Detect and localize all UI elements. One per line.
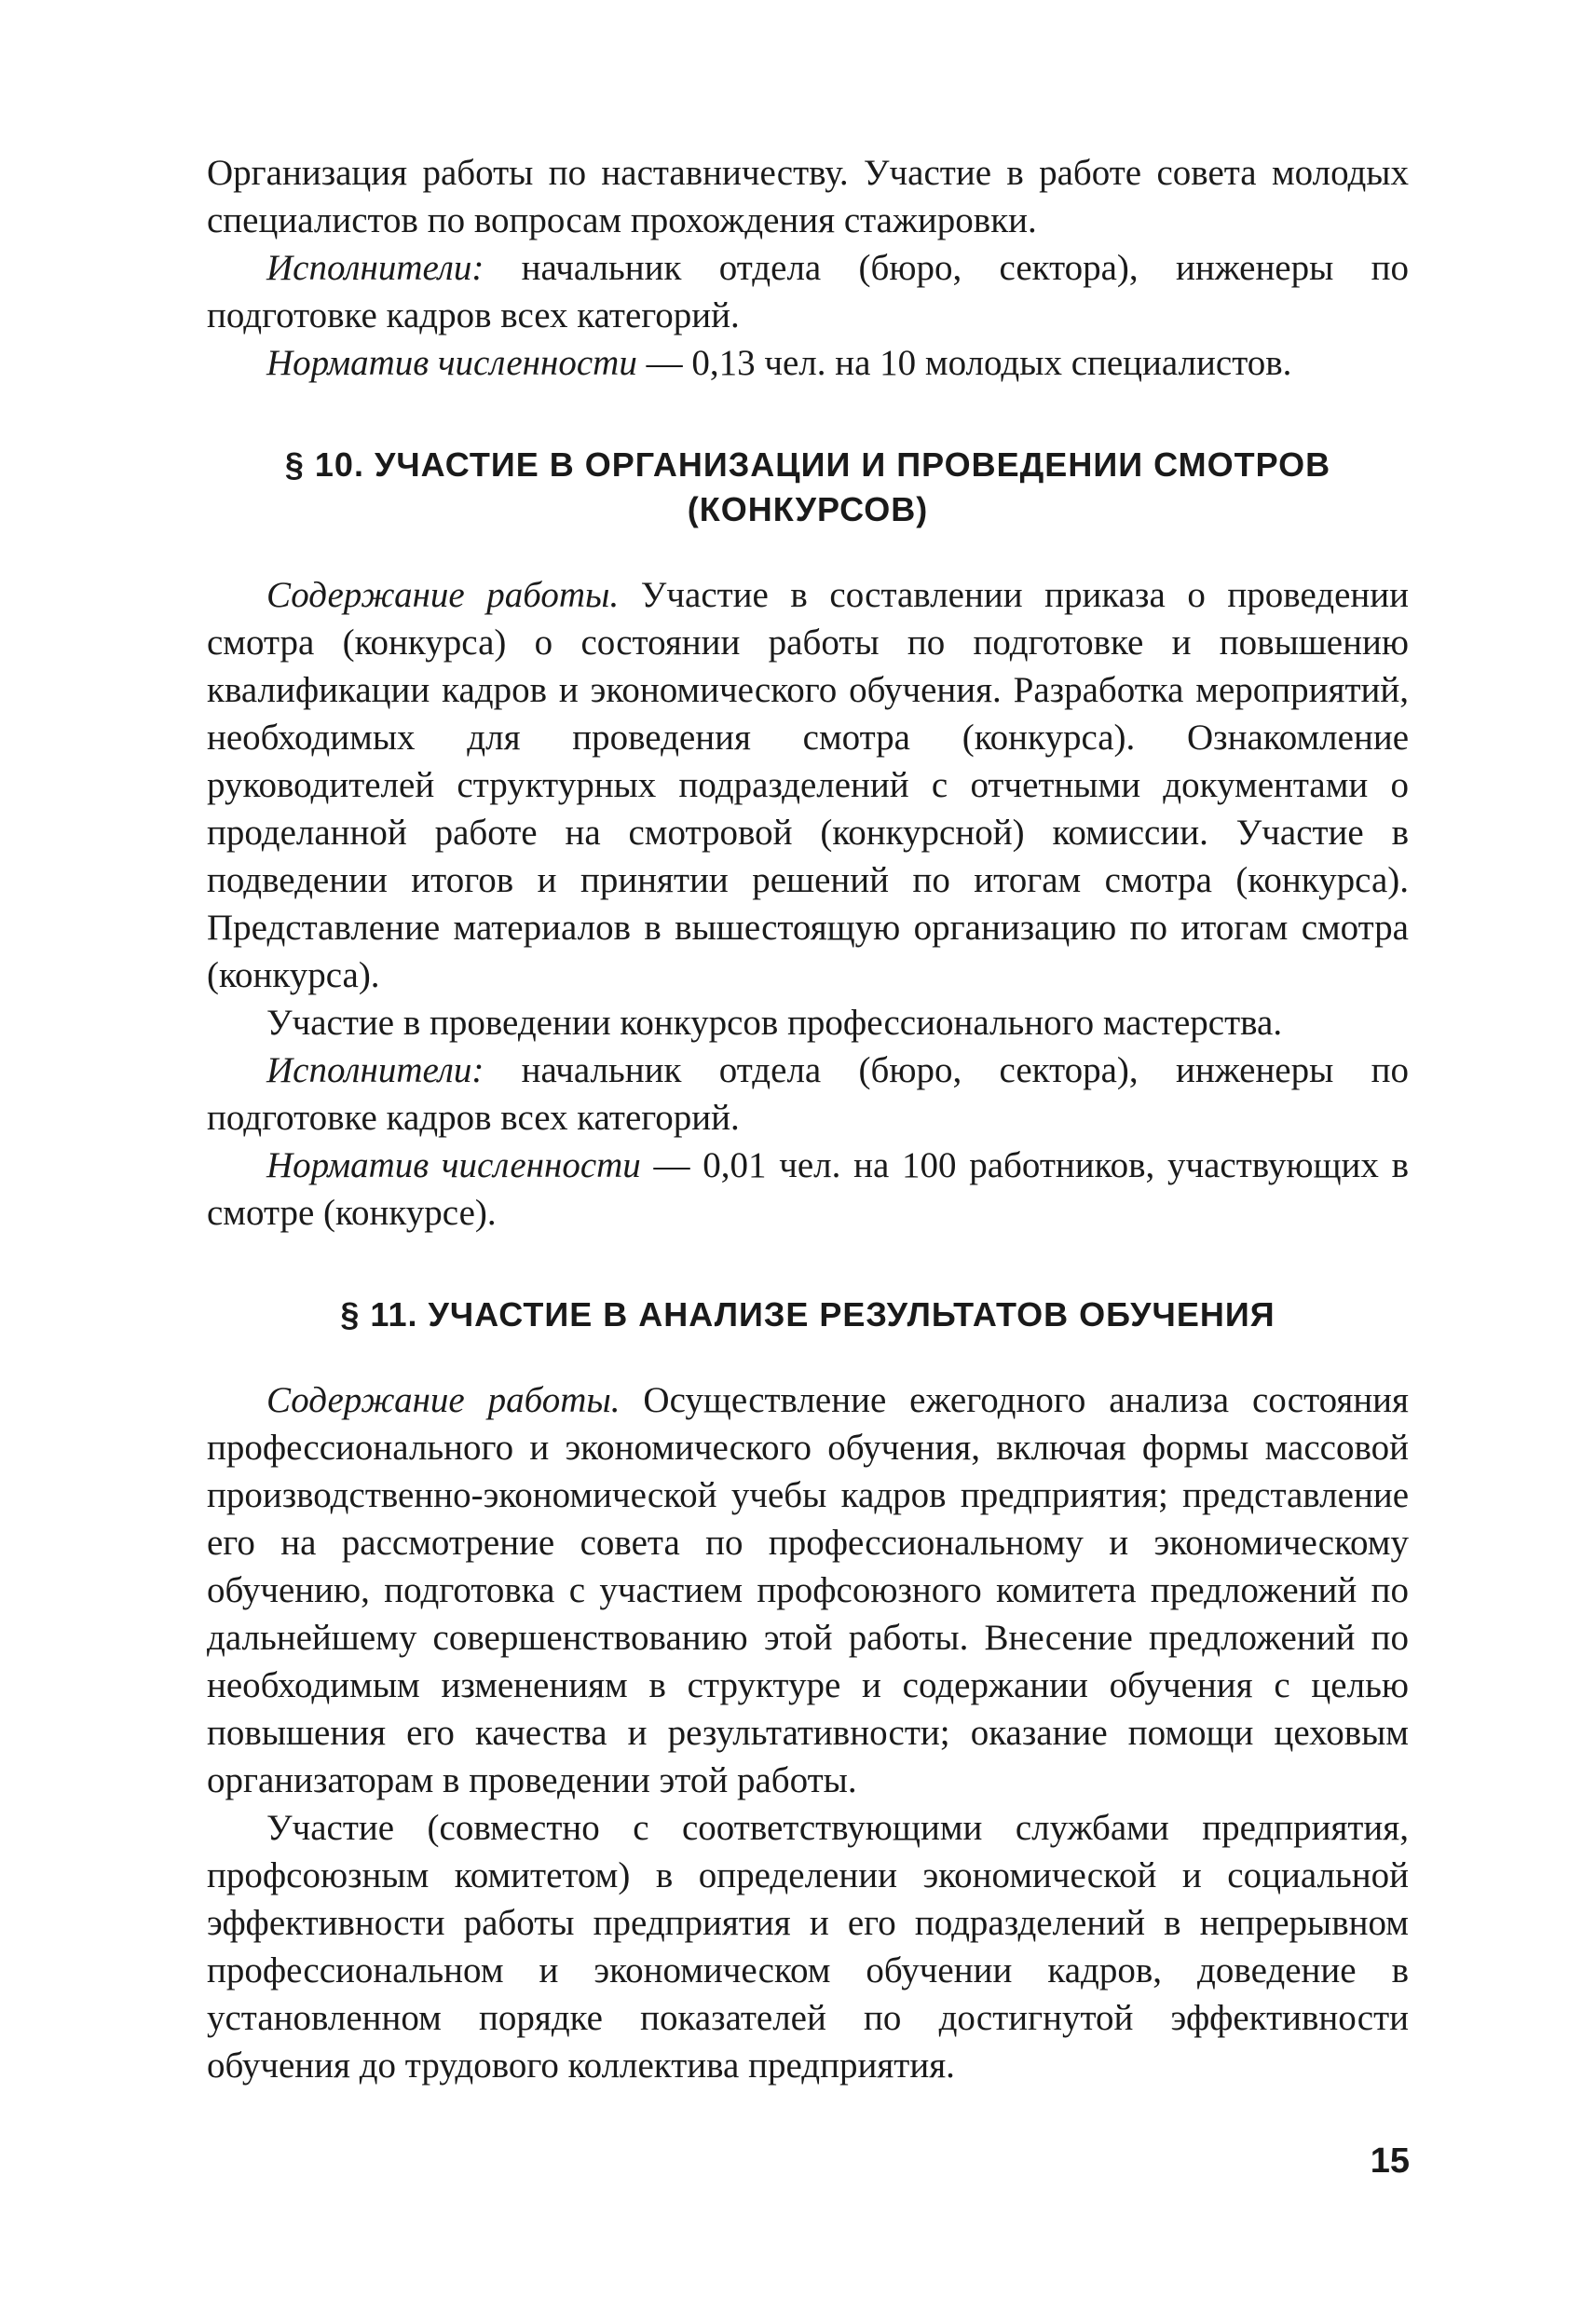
section-11-title: § 11. УЧАСТИЕ В АНАЛИЗЕ РЕЗУЛЬТАТОВ ОБУЧЕНИЯ — [340, 1295, 1275, 1334]
content-text: Участие в составлении приказа о проведении смотра (конкурса) о состоянии работы по подготовке и повышению квалификации кадров и экономического обучения. Разработка мероприятий, необходимых для проведения смотра (конкурса). Ознакомление руководителей структурных подразделений с отчетными документами о проделанной работе на смотровой (конкурсной) комиссии. Участие в подведении итогов и принятии решений по итогам смотра (конкурса). Представление материалов в вышестоящую организацию по итогам смотра (конкурса). — [207, 575, 1410, 995]
content-text: Осуществление ежегодного анализа состояния профессионального и экономического обучения, включая формы массовой производственно-экономической учебы кадров предприятия; представление его на рассмотрение совета по профессиональному и экономическому обучению, подготовка с участием профсоюзного комитета предложений по дальнейшему совершенствованию этой работы. Внесение предложений по необходимым изменениям в структуре и содержании обучения с целью повышения его качества и результативности; оказание помощи цеховым организаторам в проведении этой работы. — [207, 1380, 1409, 1800]
section-10-competitions: Участие в проведении конкурсов профессионального мастерства. — [266, 1003, 1283, 1043]
staffing-norm-label: Норматив численности — [266, 1145, 641, 1185]
executors-label: Исполнители: — [266, 1050, 484, 1090]
intro-paragraph-1: Организация работы по наставничеству. Участие в работе совета молодых специалистов по вопросам прохождения стажировки. — [207, 153, 1409, 240]
intro-staffing-norm — [207, 339, 1409, 387]
executors-label: Исполнители: — [266, 248, 484, 288]
content-label: Содержание работы. — [266, 1380, 621, 1420]
section-10-title: § 10. УЧАСТИЕ В ОРГАНИЗАЦИИ И ПРОВЕДЕНИИ СМОТРОВ (КОНКУРСОВ) — [284, 445, 1331, 528]
executors-text: начальник отдела (бюро, сектора), инженеры по подготовке кадров всех категорий. — [207, 1050, 1409, 1138]
page-number: 15 — [1370, 2141, 1410, 2181]
section-10-content — [207, 571, 1409, 999]
staffing-norm-text: — 0,13 чел. на 10 молодых специалистов. — [636, 343, 1292, 383]
executors-text: начальник отдела (бюро, сектора), инженеры по подготовке кадров всех категорий. — [207, 248, 1409, 335]
content-label: Содержание работы. — [266, 575, 620, 615]
staffing-norm-text: — 0,01 чел. на 100 работников, участвующих в смотре (конкурсе). — [207, 1145, 1410, 1233]
section-10-executors — [207, 1047, 1409, 1142]
document-page — [207, 149, 1409, 2237]
section-10-staffing-norm — [207, 1142, 1409, 1237]
intro-executors — [207, 244, 1409, 339]
section-11-content — [207, 1376, 1409, 1804]
section-11-participation: Участие (совместно с соответствующими службами предприятия, профсоюзным комитетом) в определении экономической и социальной эффективности работы предприятия и его подразделений в непрерывном профессиональном и экономическом обучении кадров, доведение в установленном порядке показателей по достигнутой эффективности обучения до трудового коллектива предприятия. — [207, 1808, 1409, 2086]
staffing-norm-label: Норматив численности — [266, 343, 637, 383]
